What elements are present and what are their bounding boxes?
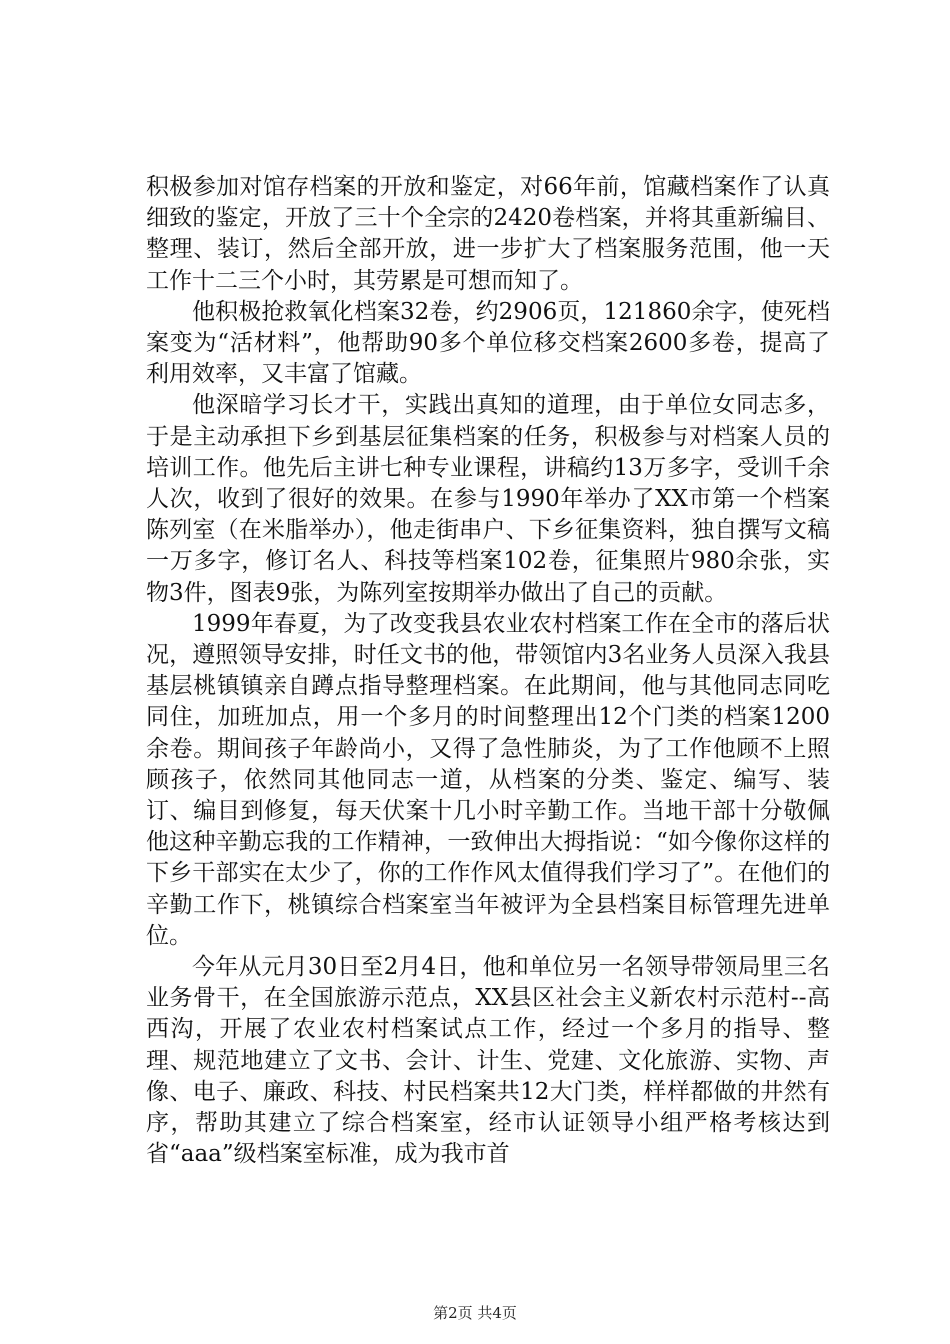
paragraph-1: 积极参加对馆存档案的开放和鉴定，对66年前，馆藏档案作了认真细致的鉴定，开放了三十个全宗的2420卷档案，并将其重新编目、整理、装订，然后全部开放，进一步扩大了档案服务范围，他一天工作十二三个小时，其劳累是可想而知了。 [146, 174, 830, 294]
page-footer: 第2页 共4页 [433, 1304, 517, 1322]
paragraph-4: 1999年春夏，为了改变我县农业农村档案工作在全市的落后状况，遵照领导安排，时任文书的他，带领馆内3名业务人员深入我县基层桃镇镇亲自蹲点指导整理档案。在此期间，他与其他同志同吃同住，加班加点，用一个多月的时间整理出12个门类的档案1200余卷。期间孩子年龄尚小，又得了急性肺炎，为了工作他顾不上照顾孩子，依然同其他同志一道，从档案的分类、鉴定、编写、装订、编目到修复，每天伏案十几小时辛勤工作。当地干部十分敬佩他这种辛勤忘我的工作精神，一致伸出大拇指说：“如今像你这样的下乡干部实在太少了，你的工作作风太值得我们学习了”。在他们的辛勤工作下，桃镇综合档案室当年被评为全县档案目标管理先进单位。 [146, 610, 830, 949]
paragraph-5: 今年从元月30日至2月4日，他和单位另一名领导带领局里三名业务骨干，在全国旅游示范点，XX县区社会主义新农村示范村--高西沟，开展了农业农村档案试点工作，经过一个多月的指导、整理、规范地建立了文书、会计、计生、党建、文化旅游、实物、声像、电子、廉政、科技、村民档案共12大门类，样样都做的井然有序，帮助其建立了综合档案室，经市认证领导小组严格考核达到省“aaa”级档案室标准，成为我市首 [146, 954, 830, 1168]
document-body [146, 172, 830, 1171]
paragraph-2: 他积极抢救氧化档案32卷，约2906页，121860余字，使死档案变为“活材料”，他帮助90多个单位移交档案2600多卷，提高了利用效率，又丰富了馆藏。 [146, 298, 830, 388]
paragraph-3: 他深暗学习长才干，实践出真知的道理，由于单位女同志多，于是主动承担下乡到基层征集档案的任务，积极参与对档案人员的培训工作。他先后主讲七种专业课程，讲稿约13万多字，受训千余人次，收到了很好的效果。在参与1990年举办了XX市第一个档案陈列室（在米脂举办），他走街串户、下乡征集资料，独自撰写文稿一万多字，修订名人、科技等档案102卷，征集照片980余张，实物3件，图表9张，为陈列室按期举办做出了自己的贡献。 [146, 392, 830, 606]
